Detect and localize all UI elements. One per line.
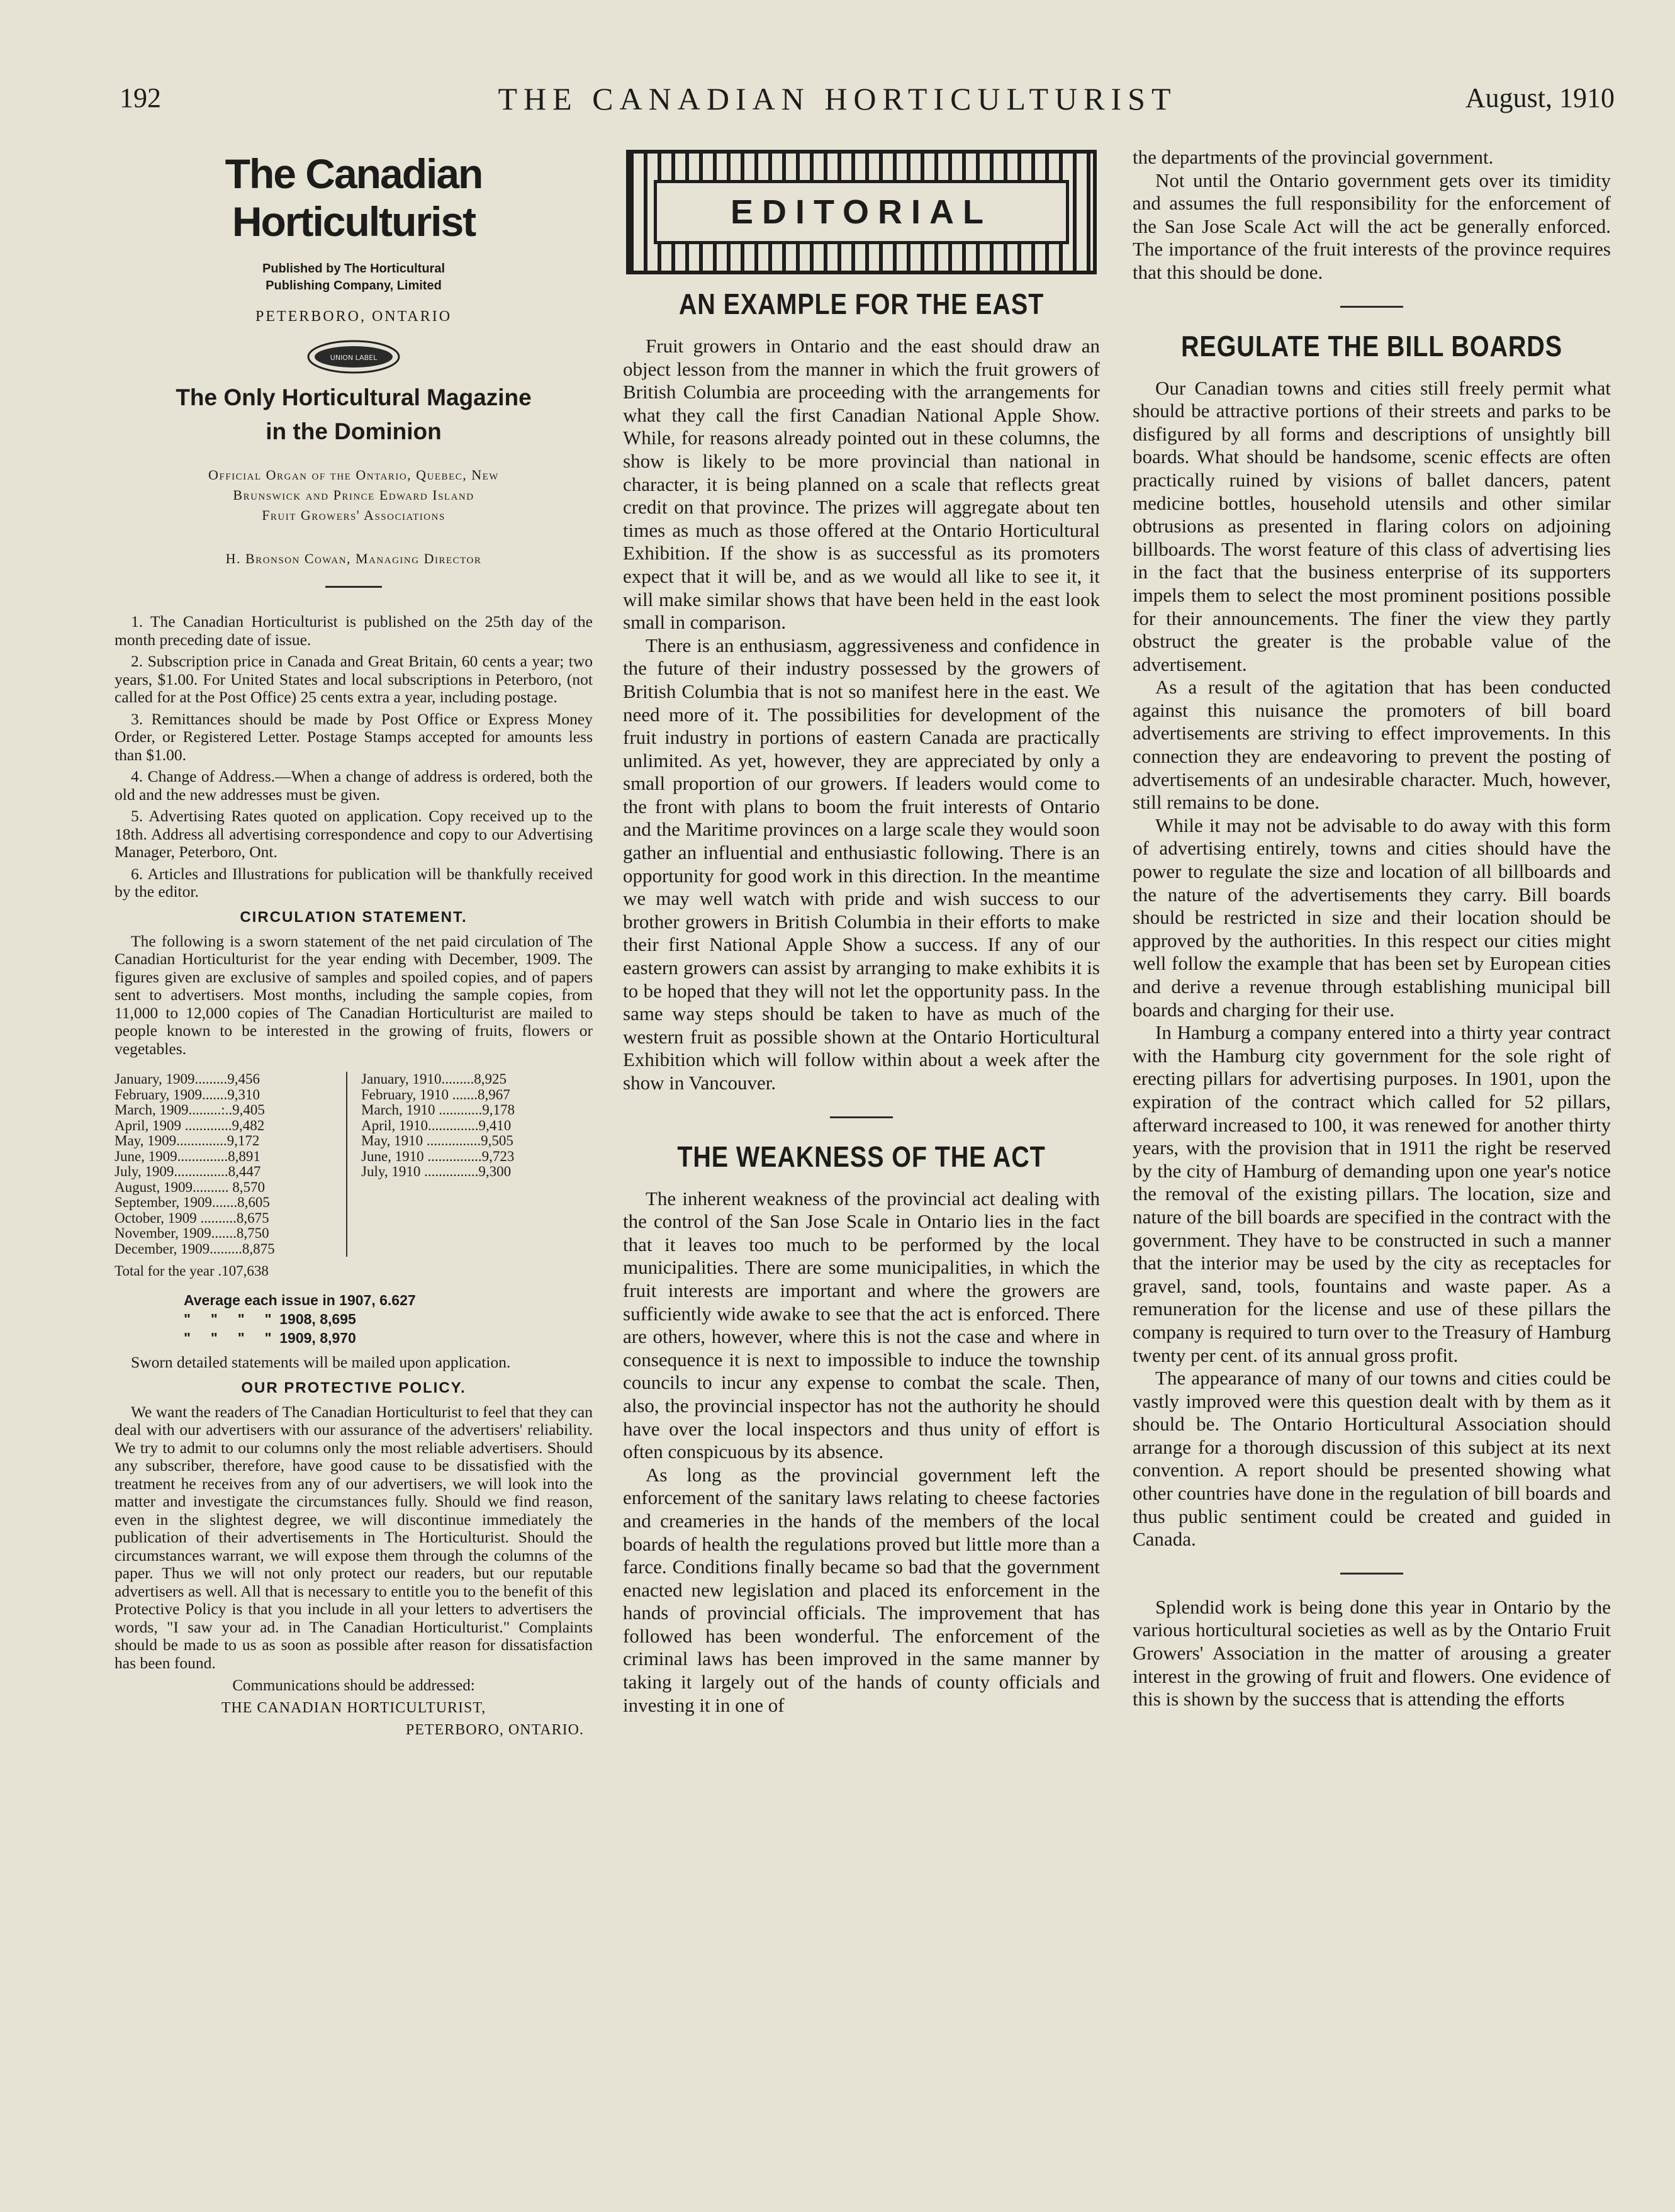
circulation-row: September, 1909.......8,605 — [115, 1194, 270, 1210]
protective-text: We want the readers of The Canadian Horticulturist to feel that they can deal with our advertisers with our assurance of the advertisers' reliability. We try to admit to our columns only the most reliable advertisers. Should any subscriber, therefore, have good cause to be dissatisfied with the treatment he receives from any of our advertisers, we will look into the matter and investigate the circumstances fully. Should we find reason, even in the slightest degree, we will discontinue immediately the publication of their advertisements in The Horticulturist. Should the circumstances warrant, we will expose them through the columns of the paper. Thus we will not only protect our readers, but our reputable advertisers as well. All that is necessary to entitle you to the benefit of this Protective Policy is that you include in all your letters to advertisers the words, "I saw your ad. in The Canadian Horticulturist." Complaints should be made to us as soon as possible after reason for dissatisfaction has been found. — [115, 1402, 593, 1672]
divider — [1340, 306, 1403, 308]
article-paragraph: While it may not be advisable to do away with this form of advertising entirely, towns and cities should have the power to regulate the size and location of all billboards and the nature of the advertisements they carry. Bill boards should be restricted in size and their location should be approved by the authorities. In this respect our cities might well follow the example that has been set by European cities and derive a revenue through establishing municipal bill boards and charging for their use. — [1133, 814, 1611, 1021]
divider — [830, 1116, 893, 1118]
article-paragraph: Our Canadian towns and cities still freely permit what should be attractive portions of their streets and parks to be disfigured by all forms and descriptions of unsightly bill boards. What should be handsome, scenic effects are often practically ruined by visions of ballet dancers, patent medicine bottles, household utensils and other similar obtrusions as presented in flaring colors on adjoining billboards. The worst feature of this class of advertising lies in the fact that the business enterprise of its supporters impels them to select the most prominent positions possible for their announcements. The finer the view they partly obstruct the greater is the probable value of the advertisement. — [1133, 376, 1611, 675]
tagline-line: The Only Horticultural Magazine — [176, 385, 532, 410]
circulation-row: February, 1909.......9,310 — [115, 1086, 260, 1103]
circulation-row: August, 1909.......... 8,570 — [115, 1179, 265, 1195]
notice-item: 1. The Canadian Horticulturist is published on the 25th day of the month preceding date of issue. — [115, 612, 593, 649]
circulation-row: May, 1909..............9,172 — [115, 1133, 260, 1148]
editorial-banner-text: EDITORIAL — [730, 193, 992, 231]
circulation-row: October, 1909 ..........8,675 — [115, 1210, 269, 1226]
address-city: PETERBORO, ONTARIO. — [405, 1722, 584, 1738]
article-paragraph: There is an enthusiasm, aggressiveness and confidence in the future of their industry possessed by the growers of British Columbia that is not so manifest here in the east. We need more of it. The possibilities for development of the fruit industry in portions of eastern Canada are practically unlimited. As yet, however, they are appreciated by only a small proportion of our growers. If leaders would come to the front with plans to boom the fruit interests of Ontario and the Maritime provinces on a large scale they would soon gather an influential and enthusiastic following. There is an opportunity for good work in this direction. In the meantime we may well watch with pride and wish success to our brother growers in British Columbia in their efforts to make their first National Apple Show a success. If any of our eastern growers can assist by arranging to make exhibits it is to be hoped that they will not let the opportunity pass. In the same way steps should be taken to have as much of the western fruit as possible shown at the Ontario Horticultural Exhibition which will follow within about a week after the show in Vancouver. — [623, 634, 1100, 1094]
tagline — [115, 381, 593, 449]
article-paragraph: As a result of the agitation that has been conducted against this nuisance the promoters of bill board advertisements are striving to effect improvements. In this connection they are endeavoring to prevent the posting of advertisements of an undesirable character. Much, however, still remains to be done. — [1133, 676, 1611, 814]
editorial-banner-inner — [654, 180, 1069, 244]
average-line: Average each issue in 1907, 6.627 — [184, 1292, 416, 1308]
sworn-statement: Sworn detailed statements will be mailed upon application. — [131, 1353, 511, 1371]
article-paragraph: The inherent weakness of the provincial act dealing with the control of the San Jose Scale in Ontario lies in the fact that it leaves too much to be performed by the local municipalities. There are some municipalities, in which the fruit interests are important and where the growers are sufficiently wide awake to see that the act is enforced. There are others, however, where this is not the case and where in consequence it is next to impossible to induce the township councils to incur any expense to combat the scale. Then, also, the provincial inspector has not the authority he should have over the local inspectors and thus unity of effort is often conspicuous by its absence. — [623, 1187, 1100, 1463]
page-number: 192 — [120, 82, 161, 113]
article-paragraph: The appearance of many of our towns and cities could be vastly improved were this question dealt with by them as it should be. The Ontario Horticultural Association should arrange for a thorough discussion of this subject at its next convention. A report should be presented showing what other countries have done in the regulation of bill boards and thus public sentiment could be created and guided in Canada. — [1133, 1367, 1611, 1551]
average-line: " " " " 1909, 8,970 — [184, 1330, 356, 1346]
organ-line: Official Organ of the Ontario, Quebec, New — [208, 467, 499, 483]
circulation-row: July, 1910 ...............9,300 — [361, 1164, 512, 1179]
circulation-row: June, 1910 ...............9,723 — [361, 1148, 515, 1164]
union-label-text: UNION LABEL — [330, 354, 378, 362]
article-paragraph: Fruit growers in Ontario and the east should draw an object lesson from the manner in which the fruit growers of British Columbia are proceeding with the arrangements for what they call the first Canadian National Apple Show. While, for reasons already pointed out in these columns, the show is likely to be more provincial than national in character, it is being planned on a scale that reflects great credit on that province. The prizes will aggregate about ten times as much as those offered at the Ontario Horticultural Exhibition. If the show is as successful as its promoters expect that it will be, and as we would all like to see it, it will make similar shows that have been held in the east look small in comparison. — [623, 335, 1100, 634]
average-issue — [115, 1291, 593, 1347]
notice-item: 3. Remittances should be made by Post Office or Express Money Order, or Registered Letter. Postage Stamps accepted for amounts less than $1.00. — [115, 709, 593, 764]
divider — [325, 586, 382, 588]
protective-heading: OUR PROTECTIVE POLICY. — [241, 1379, 466, 1396]
circulation-total: Total for the year .107,638 — [115, 1263, 269, 1279]
running-title: THE CANADIAN HORTICULTURIST — [498, 81, 1177, 116]
publisher — [115, 261, 593, 295]
publication-city: PETERBORO, ONTARIO — [255, 308, 452, 325]
circulation-row: March, 1909.........:..9,405 — [115, 1102, 265, 1118]
circulation-row: November, 1909.......8,750 — [115, 1225, 269, 1241]
article-continuation: the departments of the provincial government. — [1133, 146, 1494, 168]
circulation-row: June, 1909..............8,891 — [115, 1148, 260, 1164]
circulation-row: January, 1910.........8,925 — [361, 1071, 507, 1087]
notice-item: 2. Subscription price in Canada and Great Britain, 60 cents a year; two years, $1.00. For United States and local subscriptions in Peterboro, (not called for at the Post Office) 25 cents extra a year, including postage. — [115, 652, 593, 706]
circulation-row: January, 1909.........9,456 — [115, 1071, 260, 1087]
official-organ — [115, 465, 593, 525]
article-title-weakness: THE WEAKNESS OF THE ACT — [677, 1140, 1046, 1173]
circulation-row: July, 1909...............8,447 — [115, 1164, 261, 1179]
circulation-table — [115, 1072, 593, 1257]
notice-item: 4. Change of Address.—When a change of address is ordered, both the old and the new addresses must be given. — [115, 767, 593, 804]
article-paragraph: Splendid work is being done this year in Ontario by the various horticultural societies as well as by the Ontario Fruit Growers' Association in the matter of arousing a greater interest in the growing of fruit and flowers. One evidence of this is shown by the success that is attending the efforts — [1133, 1595, 1611, 1710]
circulation-row: May, 1910 ...............9,505 — [361, 1133, 513, 1148]
notice-item: 6. Articles and Illustrations for publication will be thankfully received by the editor. — [115, 864, 593, 901]
address-name: THE CANADIAN HORTICULTURIST, — [221, 1700, 486, 1716]
notice-item: 5. Advertising Rates quoted on application. Copy received up to the 18th. Address all advertising correspondence and copy to our Advertising Manager, Peterboro, Ont. — [115, 807, 593, 861]
average-line: " " " " 1908, 8,695 — [184, 1311, 356, 1327]
editorial-column — [623, 146, 1100, 2116]
circulation-1909 — [115, 1072, 347, 1257]
article-title-billboards: REGULATE THE BILL BOARDS — [1180, 329, 1562, 362]
circulation-row: April, 1909 .............9,482 — [115, 1117, 265, 1133]
union-label-logo — [115, 339, 593, 374]
article-title-east: AN EXAMPLE FOR THE EAST — [678, 288, 1045, 320]
circulation-heading: CIRCULATION STATEMENT. — [240, 908, 468, 926]
article-paragraph: As long as the provincial government left the enforcement of the sanitary laws relating to cheese factories and creameries in the hands of the members of the local boards of health the regulations proved but little more than a farce. Conditions finally became so bad that the government enacted new legislation and placed its enforcement in the hands of provincial officials. The improvement that has followed has been wonderful. The enforcement of the criminal laws has been improved in the same manner by taking it largely out of the hands of county officials and investing it in one of — [623, 1463, 1100, 1716]
issue-date: August, 1910 — [1465, 82, 1615, 113]
article-paragraph: In Hamburg a company entered into a thirty year contract with the Hamburg city government for the sole right of erecting pillars for advertising purposes. In 1901, upon the expiration of the contract which called for 52 pillars, afterward increased to 100, it was renewed for another thirty years, with the provision that in 1911 the right be reserved by the city of Hamburg of demanding upon one year's notice the removal of the existing pillars. The location, size and nature of the bill boards are specified in the contract with the government. They have to be constructed in such a manner that the interior may be used by the city as receptacles for gravel, sand, tools, fountains and waste paper. As a remuneration for the license and use of these pillars the company is required to turn over to the Treasury of Hamburg twenty per cent. of its annual gross profit. — [1133, 1021, 1611, 1366]
organ-line: Fruit Growers' Associations — [262, 507, 445, 523]
tagline-line: in the Dominion — [266, 418, 442, 444]
editorial-banner — [626, 150, 1097, 274]
circulation-row: March, 1910 ............9,178 — [361, 1102, 515, 1118]
circulation-1910 — [347, 1072, 563, 1257]
divider — [1340, 1573, 1403, 1575]
managing-director: H. Bronson Cowan, Managing Director — [225, 551, 482, 566]
right-column — [1133, 146, 1611, 2084]
circulation-row: February, 1910 .......8,967 — [361, 1086, 510, 1103]
address-intro: Communications should be addressed: — [232, 1677, 475, 1694]
organ-line: Brunswick and Prince Edward Island — [233, 487, 474, 503]
masthead-column — [115, 146, 593, 2084]
publisher-line: Published by The Horticultural — [262, 262, 445, 276]
circulation-intro: The following is a sworn statement of the net paid circulation of The Canadian Horticulturist for the year ending with December, 1909. The figures given are exclusive of samples and spoiled copies, and of papers sent to advertisers. Most months, including the sample copies, from 11,000 to 12,000 copies of The Canadian Horticulturist are mailed to people known to be interested in the growing of fruits, flowers or vegetables. — [115, 931, 593, 1058]
article-paragraph: Not until the Ontario government gets over its timidity and assumes the full responsibility for the enforcement of the San Jose Scale Act will the act be generally enforced. The importance of the fruit interests of the province requires that this should be done. — [1133, 169, 1611, 283]
masthead-title: The Canadian Horticulturist — [225, 150, 483, 245]
circulation-row: April, 1910..............9,410 — [361, 1117, 512, 1133]
publisher-line: Publishing Company, Limited — [266, 279, 442, 293]
circulation-row: December, 1909.........8,875 — [115, 1240, 275, 1257]
